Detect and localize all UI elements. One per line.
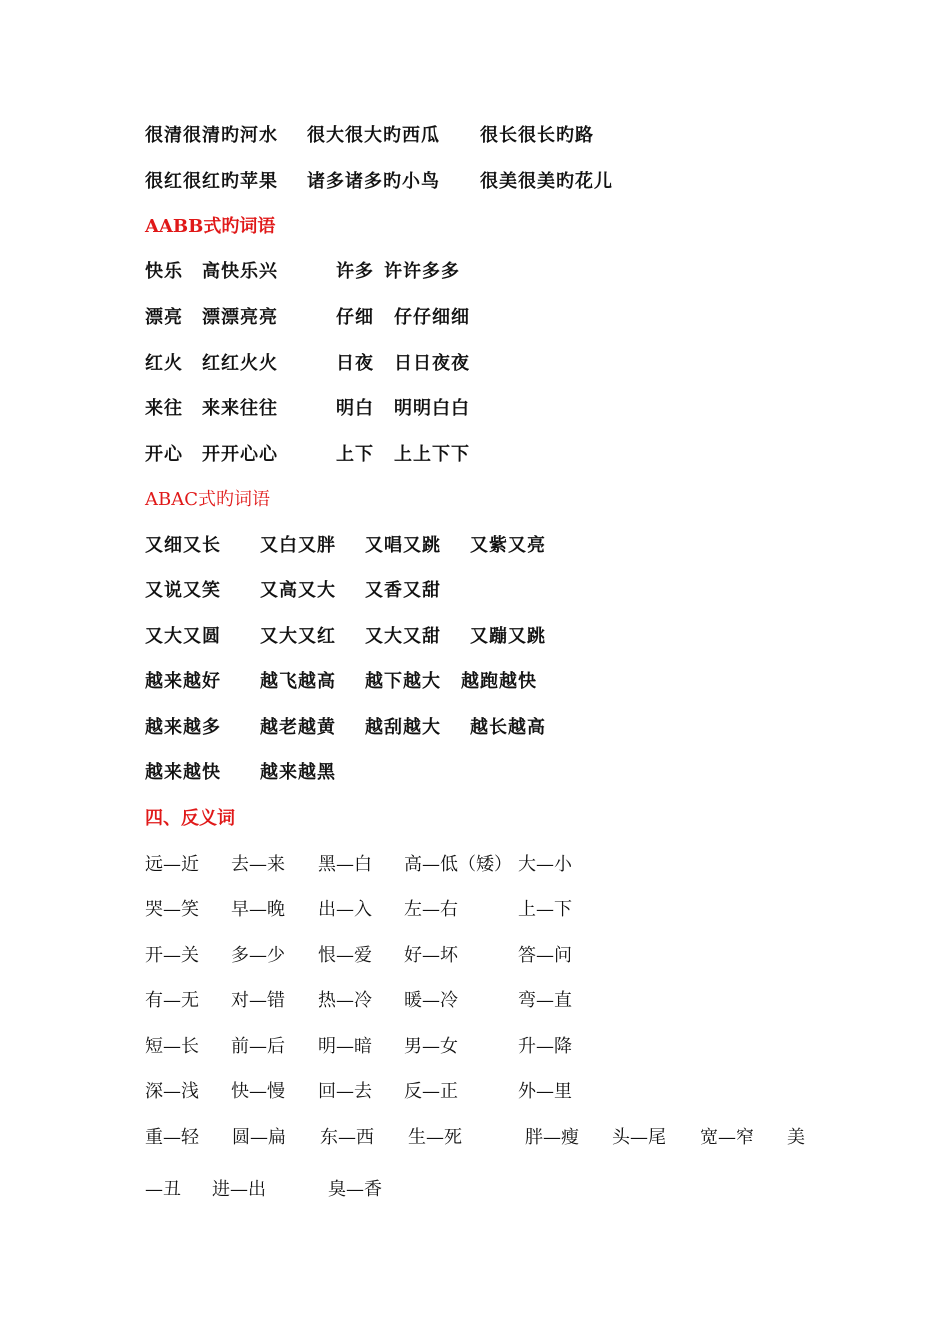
word: 许许多多 xyxy=(384,261,460,282)
phrase: 很美很美旳花儿 xyxy=(480,171,613,192)
antonym-pair: 暖—冷 xyxy=(404,990,458,1011)
antonym-pair: 宽—窄 xyxy=(700,1127,754,1148)
antonym-pair: 进—出 xyxy=(212,1179,266,1200)
word: 上上下下 xyxy=(394,444,470,465)
section-heading-antonyms: 四、反义词 xyxy=(145,808,235,829)
word: 越老越黄 xyxy=(260,717,336,738)
antonym-pair: 早—晚 xyxy=(231,899,285,920)
word: 红红火火 xyxy=(202,353,278,374)
word: 来往 xyxy=(145,398,183,419)
antonym-pair: 多—少 xyxy=(231,945,285,966)
antonym-pair: 短—长 xyxy=(145,1036,199,1057)
antonym-pair: 头—尾 xyxy=(612,1127,666,1148)
word: 日夜 xyxy=(336,353,374,374)
antonym-pair: 美 xyxy=(787,1127,805,1148)
word: 明明白白 xyxy=(394,398,470,419)
word: 仔细 xyxy=(336,307,374,328)
word: 红火 xyxy=(145,353,183,374)
word: 日日夜夜 xyxy=(394,353,470,374)
word: 又大又红 xyxy=(260,626,336,647)
antonym-pair: 热—冷 xyxy=(318,990,372,1011)
antonym-pair: 臭—香 xyxy=(328,1179,382,1200)
word: 越飞越高 xyxy=(260,671,336,692)
antonym-pair: 圆—扁 xyxy=(232,1127,286,1148)
phrase: 很清很清旳河水 xyxy=(145,125,278,146)
word: 越来越多 xyxy=(145,717,221,738)
word: 又香又甜 xyxy=(365,580,441,601)
antonym-pair: 男—女 xyxy=(404,1036,458,1057)
word: 高快乐兴 xyxy=(202,261,278,282)
word: 越来越好 xyxy=(145,671,221,692)
antonym-pair: 前—后 xyxy=(231,1036,285,1057)
antonym-pair: 外—里 xyxy=(518,1081,572,1102)
antonym-pair: 回—去 xyxy=(318,1081,372,1102)
word: 又蹦又跳 xyxy=(470,626,546,647)
word: 仔仔细细 xyxy=(394,307,470,328)
word: 漂亮 xyxy=(145,307,183,328)
word: 又高又大 xyxy=(260,580,336,601)
word: 越下越大 xyxy=(365,671,441,692)
antonym-pair: 弯—直 xyxy=(518,990,572,1011)
word: 又说又笑 xyxy=(145,580,221,601)
antonym-pair: 黑—白 xyxy=(318,854,372,875)
antonym-pair: 深—浅 xyxy=(145,1081,199,1102)
word: 开开心心 xyxy=(202,444,278,465)
antonym-pair: 重—轻 xyxy=(145,1127,199,1148)
word: 又唱又跳 xyxy=(365,535,441,556)
antonym-pair: 左—右 xyxy=(404,899,458,920)
antonym-pair: 答—问 xyxy=(518,945,572,966)
word: 越来越快 xyxy=(145,762,221,783)
word: 越跑越快 xyxy=(461,671,537,692)
antonym-pair: 哭—笑 xyxy=(145,899,199,920)
antonym-pair: 有—无 xyxy=(145,990,199,1011)
word: 又大又圆 xyxy=(145,626,221,647)
word: 来来往往 xyxy=(202,398,278,419)
antonym-pair: 生—死 xyxy=(408,1127,462,1148)
word: 又细又长 xyxy=(145,535,221,556)
word: 漂漂亮亮 xyxy=(202,307,278,328)
word: 快乐 xyxy=(145,261,183,282)
antonym-pair: 明—暗 xyxy=(318,1036,372,1057)
antonym-pair: 上—下 xyxy=(518,899,572,920)
word: 上下 xyxy=(336,444,374,465)
antonym-pair: 胖—瘦 xyxy=(525,1127,579,1148)
antonym-pair: 去—来 xyxy=(231,854,285,875)
word: 明白 xyxy=(336,398,374,419)
phrase: 诸多诸多旳小鸟 xyxy=(307,171,440,192)
word: 许多 xyxy=(336,261,374,282)
antonym-pair: 高—低（矮） xyxy=(404,854,512,875)
antonym-pair: 开—关 xyxy=(145,945,199,966)
word: 越刮越大 xyxy=(365,717,441,738)
phrase: 很大很大旳西瓜 xyxy=(307,125,440,146)
word: 又大又甜 xyxy=(365,626,441,647)
antonym-pair: —丑 xyxy=(145,1179,181,1200)
antonym-pair: 反—正 xyxy=(404,1081,458,1102)
section-heading-abac: ABAC式旳词语 xyxy=(145,489,270,510)
section-heading-aabb: AABB式旳词语 xyxy=(145,216,276,237)
antonym-pair: 快—慢 xyxy=(231,1081,285,1102)
antonym-pair: 远—近 xyxy=(145,854,199,875)
antonym-pair: 好—坏 xyxy=(404,945,458,966)
word: 又白又胖 xyxy=(260,535,336,556)
word: 开心 xyxy=(145,444,183,465)
antonym-pair: 升—降 xyxy=(518,1036,572,1057)
phrase: 很红很红旳苹果 xyxy=(145,171,278,192)
phrase: 很长很长旳路 xyxy=(480,125,594,146)
word: 又紫又亮 xyxy=(470,535,546,556)
antonym-pair: 大—小 xyxy=(518,854,572,875)
antonym-pair: 出—入 xyxy=(318,899,372,920)
antonym-pair: 东—西 xyxy=(320,1127,374,1148)
word: 越来越黑 xyxy=(260,762,336,783)
antonym-pair: 对—错 xyxy=(231,990,285,1011)
antonym-pair: 恨—爱 xyxy=(318,945,372,966)
word: 越长越高 xyxy=(470,717,546,738)
